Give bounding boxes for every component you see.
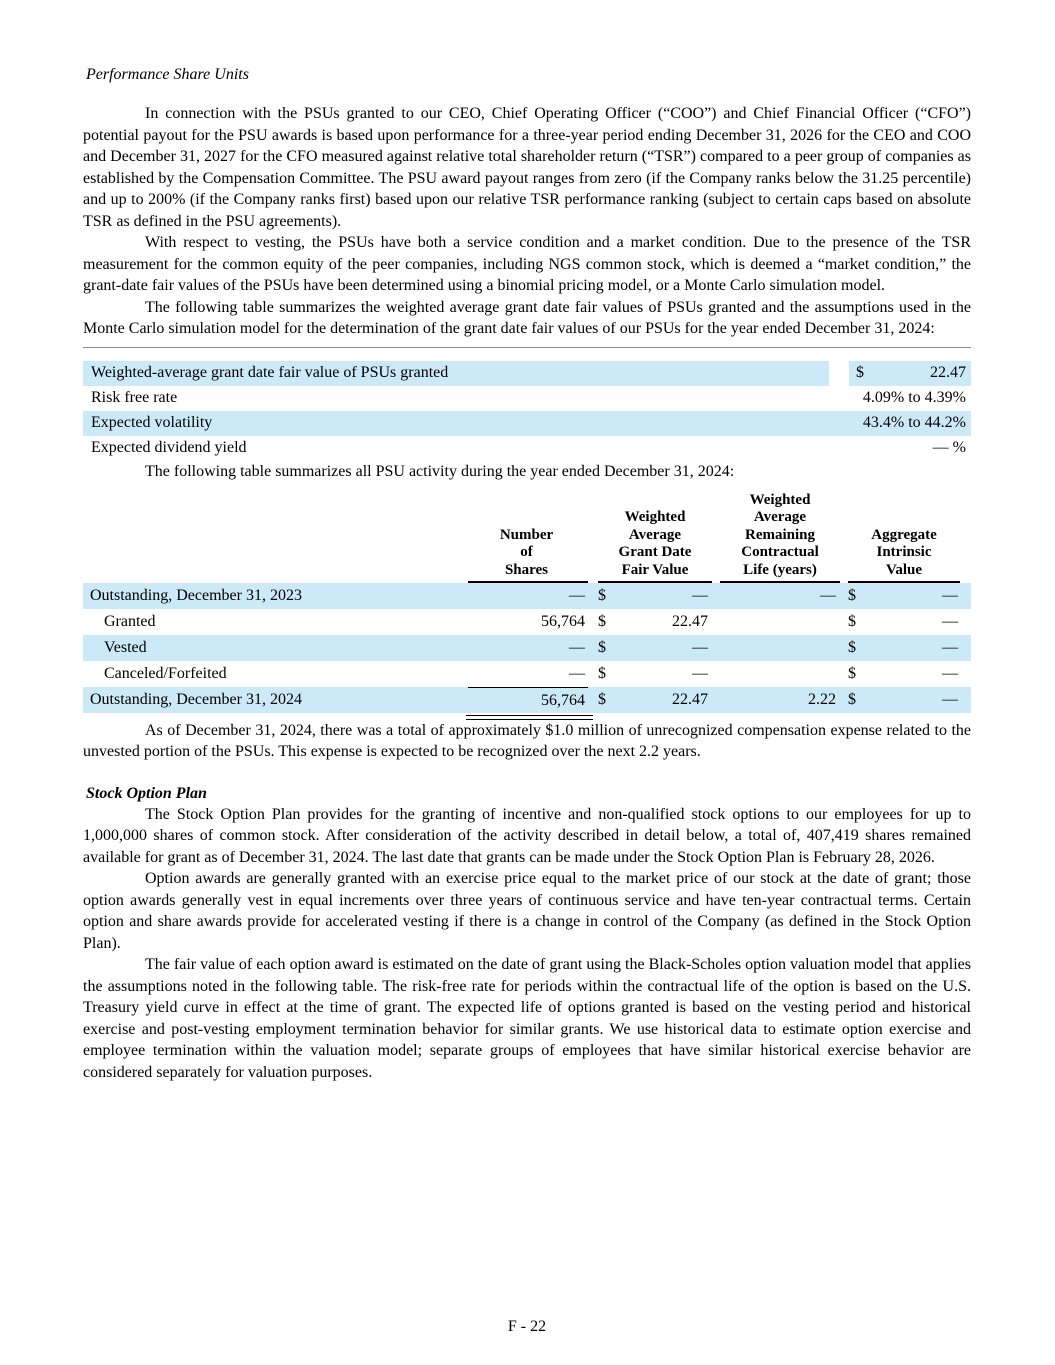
cell-aggregate-value (848, 609, 960, 635)
fair-value: — (692, 587, 708, 604)
psu-activity-table (83, 488, 971, 720)
paragraph-fair-value-model: The fair value of each option award is estimated on the date of grant using the Black-Scholes option valuation model that applies the assumptions noted in the following table. The risk-free rate for periods within the contractual life of the option is based on the U.S. Treasury yield curve in effect at the time of grant. The expected life of options granted is based on the vesting period and historical exercise and post-vesting employment termination behavior for similar grants. We use historical data to estimate option exercise and employee termination within the valuation model; separate groups of employees that have similar historical exercise behavior are considered separately for valuation purposes. (83, 956, 971, 1081)
aggregate-value: — (942, 639, 958, 656)
currency-symbol: $ (598, 691, 606, 708)
row-value-cell (849, 386, 971, 411)
cell-gap (840, 661, 848, 687)
aggregate-value: — (942, 587, 958, 604)
cell-aggregate-value (848, 687, 960, 713)
cell-aggregate-value (848, 583, 960, 609)
header-aggregate-intrinsic-value: Aggregate Intrinsic Value (848, 527, 960, 584)
cell-gap (840, 609, 848, 635)
row-value-cell (849, 411, 971, 436)
currency-symbol: $ (598, 587, 606, 604)
cell-aggregate-value (848, 661, 960, 687)
paragraph-unrecognized-expense: As of December 31, 2024, there was a total of approximately $1.0 million of unrecognized compensation expense related to the unvested portion of the PSUs. This expense is expected to be recognized over the next 2.2 years. (83, 721, 971, 760)
paragraph-vesting: With respect to vesting, the PSUs have both a service condition and a market condition. Due to the presence of the TSR measurement for the common equity of the peer companies, including NGS common stock, which is deemed a “market condition,” the grant-date fair values of the PSUs have been determined using a binomial pricing model, or a Monte Carlo simulation model. (83, 234, 971, 294)
table-row (83, 661, 971, 687)
cell-gap (712, 687, 720, 713)
section-heading: Performance Share Units (86, 66, 249, 83)
cell-shares: 56,764 (468, 687, 588, 713)
cell-gap (712, 661, 720, 687)
fair-value: — (692, 665, 708, 682)
row-label: Outstanding, December 31, 2023 (90, 587, 302, 604)
aggregate-value: — (942, 691, 958, 708)
cell-life: 2.22 (808, 691, 836, 708)
row-value: 22.47 (930, 364, 966, 381)
row-label: Expected volatility (83, 411, 829, 436)
paragraph-assumptions-intro: The following table summarizes the weighted average grant date fair values of PSUs granted and the assumptions used in the Monte Carlo simulation model for the determination of the grant date fair values of our PSUs for the year ended December 31, 2024: (83, 298, 971, 337)
cell-fair-value (598, 687, 712, 713)
row-value: 4.09% to 4.39% (862, 389, 966, 406)
paragraph-sop-provides: The Stock Option Plan provides for the granting of incentive and non-qualified stock options to our employees for up to 1,000,000 shares of common stock. After consideration of the activity described in detail below, a total of, 407,419 shares remained available for grant as of December 31, 2024. The last date that grants can be made under the Stock Option Plan is February 28, 2026. (83, 805, 971, 866)
aggregate-value: — (942, 665, 958, 682)
fair-value: 22.47 (672, 613, 708, 630)
row-label: Granted (104, 613, 156, 630)
cell-gap (588, 583, 598, 609)
table-row (83, 635, 971, 661)
aggregate-value: — (942, 613, 958, 630)
row-value: — % (932, 439, 966, 456)
cell-gap (840, 583, 848, 609)
row-label: Expected dividend yield (91, 439, 247, 456)
currency-symbol: $ (598, 613, 606, 630)
fair-value: — (692, 639, 708, 656)
currency-symbol: $ (848, 587, 856, 604)
cell-life (720, 609, 840, 635)
table-row-total (83, 687, 971, 713)
cell-shares: — (569, 587, 585, 604)
cell-life (720, 661, 840, 687)
row-value-cell (849, 361, 971, 386)
row-value-cell (849, 436, 971, 461)
row-label: Vested (104, 639, 147, 656)
cell-gap (960, 687, 971, 713)
table-row (83, 436, 971, 461)
cell-gap (588, 687, 598, 713)
currency-symbol: $ (848, 639, 856, 656)
currency-symbol: $ (848, 665, 856, 682)
paragraph-activity-intro: The following table summarizes all PSU activity during the year ended December 31, 2024: (145, 462, 735, 480)
cell-gap (588, 609, 598, 635)
cell-gap (960, 609, 971, 635)
table-header-row (83, 488, 971, 583)
cell-gap (960, 635, 971, 661)
header-number-of-shares: Number of Shares (468, 527, 588, 584)
row-label: Weighted-average grant date fair value of PSUs granted (83, 361, 829, 386)
cell-life: — (820, 587, 836, 604)
cell-gap (588, 635, 598, 661)
table-row (83, 386, 971, 411)
cell-gap (960, 583, 971, 609)
currency-symbol: $ (848, 691, 856, 708)
cell-gap (960, 661, 971, 687)
row-value: 43.4% to 44.2% (862, 414, 966, 431)
table-row (83, 361, 971, 386)
table-row (83, 583, 971, 609)
paragraph-option-awards: Option awards are generally granted with an exercise price equal to the market price of our stock at the date of grant; those option awards generally vest in equal increments over three years of continuous service and have ten-year contractual terms. Certain option and share awards provide for accelerated vesting if there is a change in control of the Company (as defined in the Stock Option Plan). (83, 870, 971, 952)
cell-gap (712, 635, 720, 661)
currency-symbol: $ (598, 639, 606, 656)
header-grant-date-fair-value: Weighted Average Grant Date Fair Value (598, 509, 712, 583)
row-label: Outstanding, December 31, 2024 (90, 691, 302, 708)
currency-symbol: $ (848, 613, 856, 630)
cell-gap (829, 361, 849, 386)
cell-shares: — (569, 639, 585, 656)
cell-fair-value (598, 583, 712, 609)
cell-gap (588, 661, 598, 687)
fair-value: 22.47 (672, 691, 708, 708)
psu-assumptions-table (83, 347, 971, 461)
header-contractual-life: Weighted Average Remaining Contractual Life (years) (720, 492, 840, 584)
cell-fair-value (598, 609, 712, 635)
cell-gap (829, 411, 849, 436)
row-label: Canceled/Forfeited (104, 665, 227, 682)
cell-gap (840, 635, 848, 661)
cell-life (720, 635, 840, 661)
cell-fair-value (598, 661, 712, 687)
currency-symbol: $ (598, 665, 606, 682)
cell-aggregate-value (848, 635, 960, 661)
cell-fair-value (598, 635, 712, 661)
currency-symbol: $ (856, 364, 864, 381)
cell-shares: — (569, 665, 585, 682)
row-label: Risk free rate (91, 389, 178, 406)
cell-gap (712, 583, 720, 609)
table-row (83, 609, 971, 635)
cell-gap (840, 687, 848, 713)
paragraph-psu-intro: In connection with the PSUs granted to our CEO, Chief Operating Officer (“COO”) and Chief Financial Officer (“CFO”) potential payout for the PSU awards is based upon performance for a three-year period ending December 31, 2026 for the CEO and COO and December 31, 2027 for the CFO measured against relative total shareholder return (“TSR”) compared to a peer group of companies as established by the Compensation Committee. The PSU award payout ranges from zero (if the Company ranks below the 31.25 percentile) and up to 200% (if the Company ranks first) based upon our relative TSR performance ranking (subject to certain caps based on absolute TSR as defined in the PSU agreements). (83, 105, 971, 230)
subsection-heading: Stock Option Plan (86, 784, 207, 802)
table-row (83, 411, 971, 436)
page-number: F - 22 (507, 1318, 547, 1335)
cell-gap (712, 609, 720, 635)
cell-shares: 56,764 (541, 613, 585, 630)
